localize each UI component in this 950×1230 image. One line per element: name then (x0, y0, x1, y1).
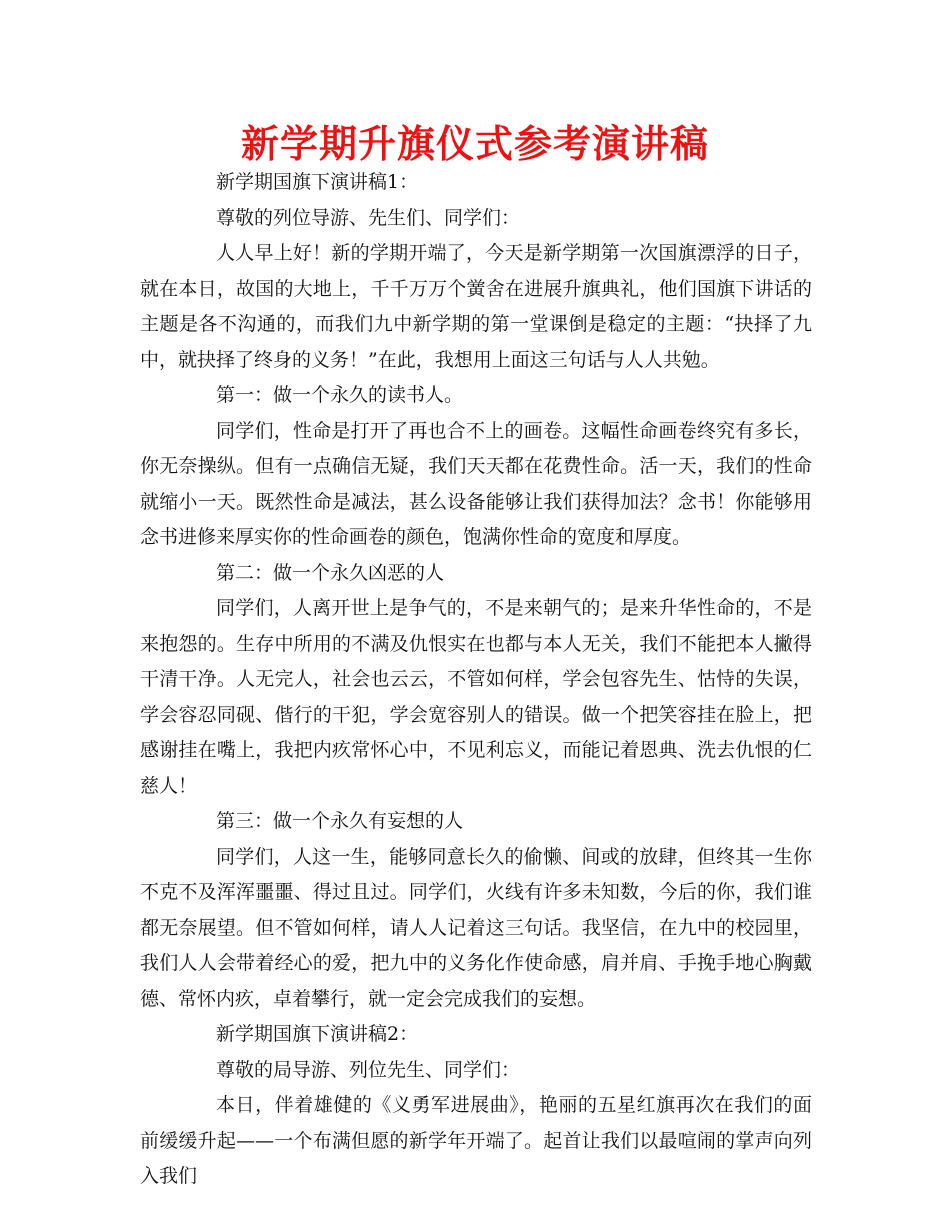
paragraph-point-3-body: 同学们，人这一生，能够同意长久的偷懒、间或的放肆，但终其一生你不克不及浑浑噩噩、得过且过。同学们，火线有许多未知数，今后的你，我们谁都无奈展望。但不管如何样，请人人记着这三句话。我坚信，在九中的校园里，我们人人会带着经心的爱，把九中的义务化作使命感，肩并肩、手挽手地心胸戴德、常怀内疚，卓着攀行，就一定会完成我们的妄想。 (140, 845, 812, 1010)
document-body (140, 165, 812, 1195)
paragraph-speech1-heading: 新学期国旗下演讲稿1： (216, 171, 419, 193)
paragraph-point-1-body: 同学们，性命是打开了再也合不上的画卷。这幅性命画卷终究有多长，你无奈操纵。但有一点确信无疑，我们天天都在花费性命。活一天，我们的性命就缩小一天。既然性命是减法，甚么设备能够让我们获得加法？念书！你能够用念书进修来厚实你的性命画卷的颜色，饱满你性命的宽度和厚度。 (140, 419, 812, 548)
paragraph-opening: 人人早上好！新的学期开端了，今天是新学期第一次国旗漂浮的日子，就在本日，故国的大地上，千千万万个黉舍在进展升旗典礼，他们国旗下讲话的主题是各不沟通的，而我们九中新学期的第一堂课倒是稳定的主题：“抉择了九中，就抉择了终身的义务！”在此，我想用上面这三句话与人人共勉。 (140, 242, 812, 371)
paragraph-speech2-opening: 本日，伴着雄健的《义勇军进展曲》，艳丽的五星红旗再次在我们的面前缓缓升起——一个布满但愿的新学年开端了。起首让我们以最喧闹的掌声向列入我们 (140, 1094, 812, 1187)
paragraph-point-2-body: 同学们，人离开世上是争气的，不是来朝气的；是来升华性命的，不是来抱怨的。生存中所用的不满及仇恨实在也都与本人无关，我们不能把本人撇得干清干净。人无完人，社会也云云，不管如何样，学会包容先生、怙恃的失误，学会容忍同砚、偕行的干犯，学会宽容别人的错误。做一个把笑容挂在脸上，把感谢挂在嘴上，我把内疚常怀心中，不见利忘义，而能记着恩典、洗去仇恨的仁慈人！ (140, 597, 812, 797)
paragraph-salutation-2: 尊敬的局导游、列位先生、同学们： (216, 1058, 521, 1081)
document-title: 新学期升旗仪式参考演讲稿 (240, 122, 709, 166)
paragraph-point-3-heading: 第三：做一个永久有妄想的人 (216, 810, 464, 832)
paragraph-salutation-1: 尊敬的列位导游、先生们、同学们： (216, 206, 521, 229)
paragraph-speech2-heading: 新学期国旗下演讲稿2： (216, 1023, 419, 1045)
paragraph-point-1-heading: 第一：做一个永久的读书人。 (216, 384, 464, 406)
paragraph-point-2-heading: 第二：做一个永久凶恶的人 (216, 561, 445, 584)
